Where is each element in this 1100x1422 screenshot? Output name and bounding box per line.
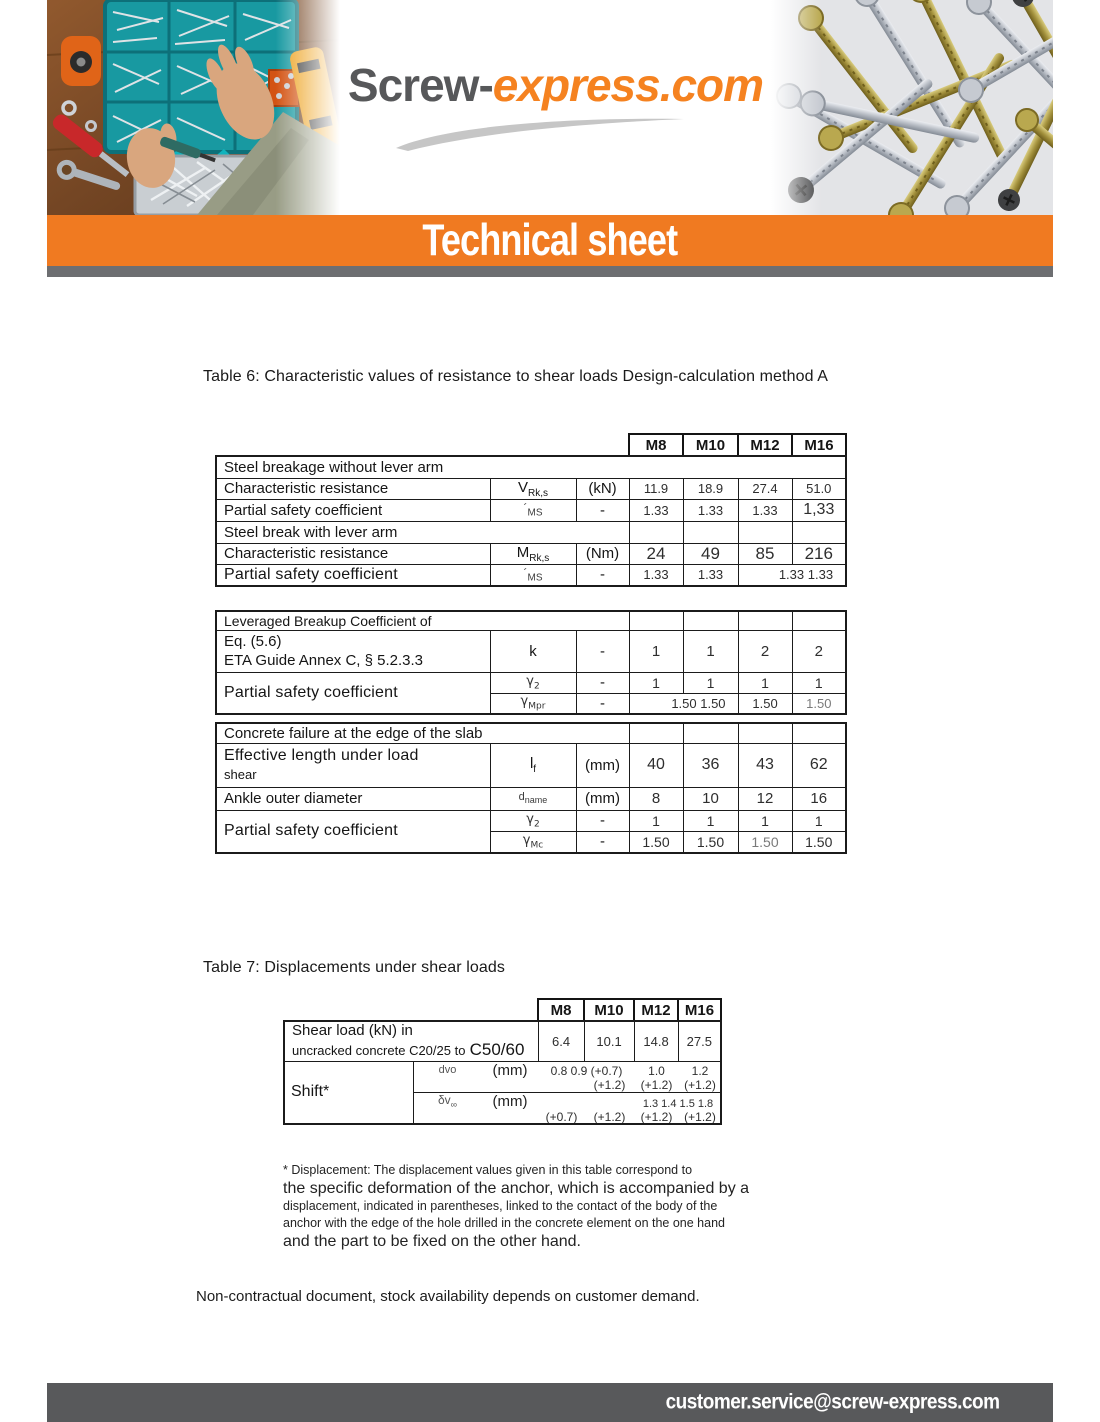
row-label: Partial safety coefficient: [216, 499, 490, 521]
symbol-cell: [490, 543, 576, 564]
empty-cell: [738, 521, 792, 543]
value-cell: 6.4: [538, 1021, 584, 1061]
value-cell: 1.33: [738, 499, 792, 521]
symbol-sub: Rk,s: [529, 552, 550, 564]
col-header-m16: M16: [792, 434, 846, 456]
symbol-cell: [490, 564, 576, 586]
symbol-cell: [490, 810, 576, 831]
row-label: [216, 743, 490, 787]
symbol-cell: [490, 787, 576, 810]
footer-bar: [47, 1383, 1053, 1422]
row-label: Characteristic resistance: [216, 543, 490, 564]
value-cell: 1: [792, 672, 846, 693]
table6-concrete-failure: [215, 722, 847, 854]
footnote-line: * Displacement: The displacement values given in this table correspond to: [283, 1163, 693, 1177]
row-label: Partial safety coefficient: [216, 672, 490, 714]
value-cell: 14.8: [634, 1021, 678, 1061]
value-cell: (+1.2): [640, 1109, 673, 1124]
row-label-line2: ETA Guide Annex C, § 5.2.3.3: [224, 652, 424, 669]
symbol-cell: [414, 1093, 482, 1109]
symbol-cell: [490, 478, 576, 499]
symbol-base: l: [529, 755, 534, 772]
unit-cell: -: [576, 831, 629, 853]
row-label: [284, 1021, 538, 1061]
footer-email: customer.service@screw-express.com: [665, 1390, 1000, 1414]
col-header-m8: M8: [538, 999, 584, 1021]
dvo-row: [413, 1061, 721, 1092]
row-label-line2-small: uncracked concrete C20/25 to: [292, 1043, 466, 1059]
value-cell: 2: [738, 630, 792, 672]
symbol-cell: [490, 672, 576, 693]
unit-cell: (mm): [576, 743, 629, 787]
row-label: Ankle outer diameter: [216, 787, 490, 810]
logo: [340, 58, 771, 218]
value-cell: 51.0: [792, 478, 846, 499]
symbol-base: M: [516, 543, 530, 561]
symbol-sub: Rk,s: [528, 487, 548, 499]
value-cell: 1: [629, 810, 683, 831]
symbol-sub: MS: [527, 507, 543, 519]
unit-cell: (Nm): [576, 543, 629, 564]
empty-cell: [738, 611, 792, 630]
table6-column-headers: [628, 433, 847, 457]
section-header: Leveraged Breakup Coefficient of: [216, 611, 629, 630]
value-cell: 1.0: [648, 1064, 665, 1078]
value-cell: 1,33: [792, 499, 846, 521]
row-label: Partial safety coefficient: [216, 564, 490, 586]
logo-text: [340, 58, 771, 112]
empty-cell: [683, 723, 738, 743]
symbol-base: V: [517, 478, 528, 496]
footnote-line: and the part to be fixed on the other hand.: [283, 1233, 581, 1250]
logo-part-orange: express.com: [492, 59, 764, 111]
value-cell: 0.8 0.9 (+0.7): [550, 1064, 623, 1078]
value-cell: 10.1: [584, 1021, 634, 1061]
symbol-base: γ: [526, 673, 534, 689]
displacement-footnote: [283, 1162, 753, 1251]
row-label-line2: [292, 1040, 536, 1060]
table7-column-headers: [537, 998, 722, 1022]
value-cell: 1.33: [629, 564, 683, 586]
unit-cell: -: [576, 499, 629, 521]
symbol-cell: [490, 499, 576, 521]
empty-cell: [629, 723, 683, 743]
symbol-sub: f: [533, 764, 537, 775]
symbol-base: ´: [523, 566, 528, 581]
dvinf-row: [413, 1092, 721, 1124]
value-cell: 1.33: [629, 499, 683, 521]
row-label-line2-big: C50/60: [469, 1040, 525, 1060]
value-cell: 1: [738, 810, 792, 831]
value-cell: (+1.2): [684, 1109, 716, 1124]
symbol-sub: 2: [533, 819, 540, 830]
value-cell: 1.50: [738, 831, 792, 853]
row-label: [216, 630, 490, 672]
symbol-sub: Mpr: [528, 702, 546, 713]
empty-cell: [792, 723, 846, 743]
value-cell: 1.33: [683, 499, 738, 521]
value-cell: 1.3 1.4 1.5 1.8: [642, 1097, 714, 1110]
symbol-sub: ∞: [450, 1099, 458, 1110]
value-cell: 12: [738, 787, 792, 810]
merged-value-cell: 1.33 1.33: [738, 564, 846, 586]
banner-underline: [47, 266, 1053, 277]
col-header-m12: M12: [634, 999, 678, 1021]
value-cell: 27.5: [678, 1021, 721, 1061]
value-cell: 1.50: [792, 693, 846, 714]
merged-value-cell: 1.50 1.50: [629, 693, 738, 714]
table6-steel-breakage: [215, 455, 847, 587]
symbol-cell: [490, 743, 576, 787]
symbol-base: ´: [523, 501, 528, 516]
unit-cell: (kN): [576, 478, 629, 499]
unit-cell: -: [576, 672, 629, 693]
symbol-base: γ: [520, 694, 529, 710]
symbol-base: γ: [526, 811, 534, 827]
value-cell: 1: [683, 810, 738, 831]
value-cell: 1.50: [792, 831, 846, 853]
value-cell: 1.50: [738, 693, 792, 714]
row-label: Partial safety coefficient: [216, 810, 490, 853]
empty-cell: [629, 611, 683, 630]
row-label: Characteristic resistance: [216, 478, 490, 499]
unit-cell: -: [576, 810, 629, 831]
symbol-sub: MS: [527, 572, 543, 584]
symbol-sub: name: [524, 795, 548, 806]
value-cell: (+0.7): [545, 1109, 578, 1124]
col-header-m10: M10: [683, 434, 738, 456]
value-cell: 1: [792, 810, 846, 831]
col-header-m8: M8: [629, 434, 683, 456]
row-label-line1: Shear load (kN) in: [292, 1022, 413, 1040]
symbol-base: d: [518, 791, 525, 804]
value-cell: 1.2: [691, 1064, 709, 1078]
value-cell: 1: [629, 672, 683, 693]
value-cell: 62: [792, 743, 846, 787]
row-label-line1: Eq. (5.6): [224, 633, 282, 650]
symbol-cell: [490, 831, 576, 853]
value-cell: (+1.2): [593, 1109, 626, 1124]
row-label-line1: Effective length under load: [224, 747, 419, 764]
value-cell: 1: [683, 630, 738, 672]
symbol-sub: Mc: [530, 840, 544, 851]
screws-photo: [771, 0, 1053, 215]
col-header-m12: M12: [738, 434, 792, 456]
empty-cell: [792, 611, 846, 630]
value-cell: 1.50: [683, 831, 738, 853]
unit-cell: -: [576, 630, 629, 672]
footnote-line: anchor with the edge of the hole drilled in the concrete element on the one hand: [283, 1216, 725, 1230]
value-cell: 1: [738, 672, 792, 693]
value-cell: 10: [683, 787, 738, 810]
col-header-m16: M16: [678, 999, 721, 1021]
symbol-sub: 2: [533, 681, 540, 692]
value-cell: 40: [629, 743, 683, 787]
symbol-base: δv: [437, 1093, 451, 1108]
value-cell: 16: [792, 787, 846, 810]
section-header: Steel break with lever arm: [216, 521, 629, 543]
value-cell: 36: [683, 743, 738, 787]
unit-cell: (mm): [492, 1061, 528, 1079]
value-cell: 11.9: [629, 478, 683, 499]
table6-title: Table 6: Characteristic values of resistance to shear loads Design-calculation method A: [203, 368, 829, 385]
table6-leveraged-breakup: [215, 610, 847, 715]
empty-cell: [683, 611, 738, 630]
banner-title: Technical sheet: [422, 215, 678, 265]
empty-cell: [629, 521, 683, 543]
value-cell: 85: [738, 543, 792, 564]
unit-cell: (mm): [576, 787, 629, 810]
value-cell: 1.50: [629, 831, 683, 853]
symbol-cell: k: [490, 630, 576, 672]
table7-displacements: [283, 1020, 722, 1125]
unit-cell: -: [576, 693, 629, 714]
symbol-cell: dvo: [438, 1064, 457, 1076]
value-cell: 1.33: [683, 564, 738, 586]
logo-swoosh: [390, 114, 690, 152]
banner: [47, 215, 1053, 266]
unit-cell: -: [576, 564, 629, 586]
value-cell: 2: [792, 630, 846, 672]
value-cell: 49: [683, 543, 738, 564]
value-cell: (+1.2): [593, 1078, 626, 1092]
value-cell: 18.9: [683, 478, 738, 499]
value-cell: 1: [629, 630, 683, 672]
empty-cell: [683, 521, 738, 543]
value-cell: 27.4: [738, 478, 792, 499]
logo-part-gray: Screw-: [347, 59, 493, 111]
row-label-line2: shear: [224, 767, 257, 782]
non-contractual-note: Non-contractual document, stock availability depends on customer demand.: [196, 1288, 700, 1305]
footnote-line: the specific deformation of the anchor, which is accompanied by a: [283, 1180, 750, 1197]
value-cell: 8: [629, 787, 683, 810]
symbol-base: γ: [522, 832, 531, 848]
section-header: Concrete failure at the edge of the slab: [216, 723, 629, 743]
workbench-photo: [47, 0, 340, 215]
value-cell: 1: [683, 672, 738, 693]
symbol-cell: [490, 693, 576, 714]
workbench-photo-art: [47, 0, 340, 215]
value-cell: 43: [738, 743, 792, 787]
value-cell: 24: [629, 543, 683, 564]
footnote-line: displacement, indicated in parentheses, linked to the contact of the body of the: [283, 1199, 718, 1213]
shift-label: Shift*: [284, 1061, 413, 1124]
unit-cell: (mm): [492, 1092, 528, 1110]
empty-cell: [792, 521, 846, 543]
value-cell: (+1.2): [684, 1078, 716, 1092]
col-header-m10: M10: [584, 999, 634, 1021]
empty-cell: [738, 723, 792, 743]
value-cell: 216: [792, 543, 846, 564]
section-header: Steel breakage without lever arm: [216, 456, 846, 478]
screws-photo-art: [771, 0, 1053, 215]
table7-title: Table 7: Displacements under shear loads: [203, 959, 505, 976]
value-cell: (+1.2): [640, 1078, 673, 1092]
